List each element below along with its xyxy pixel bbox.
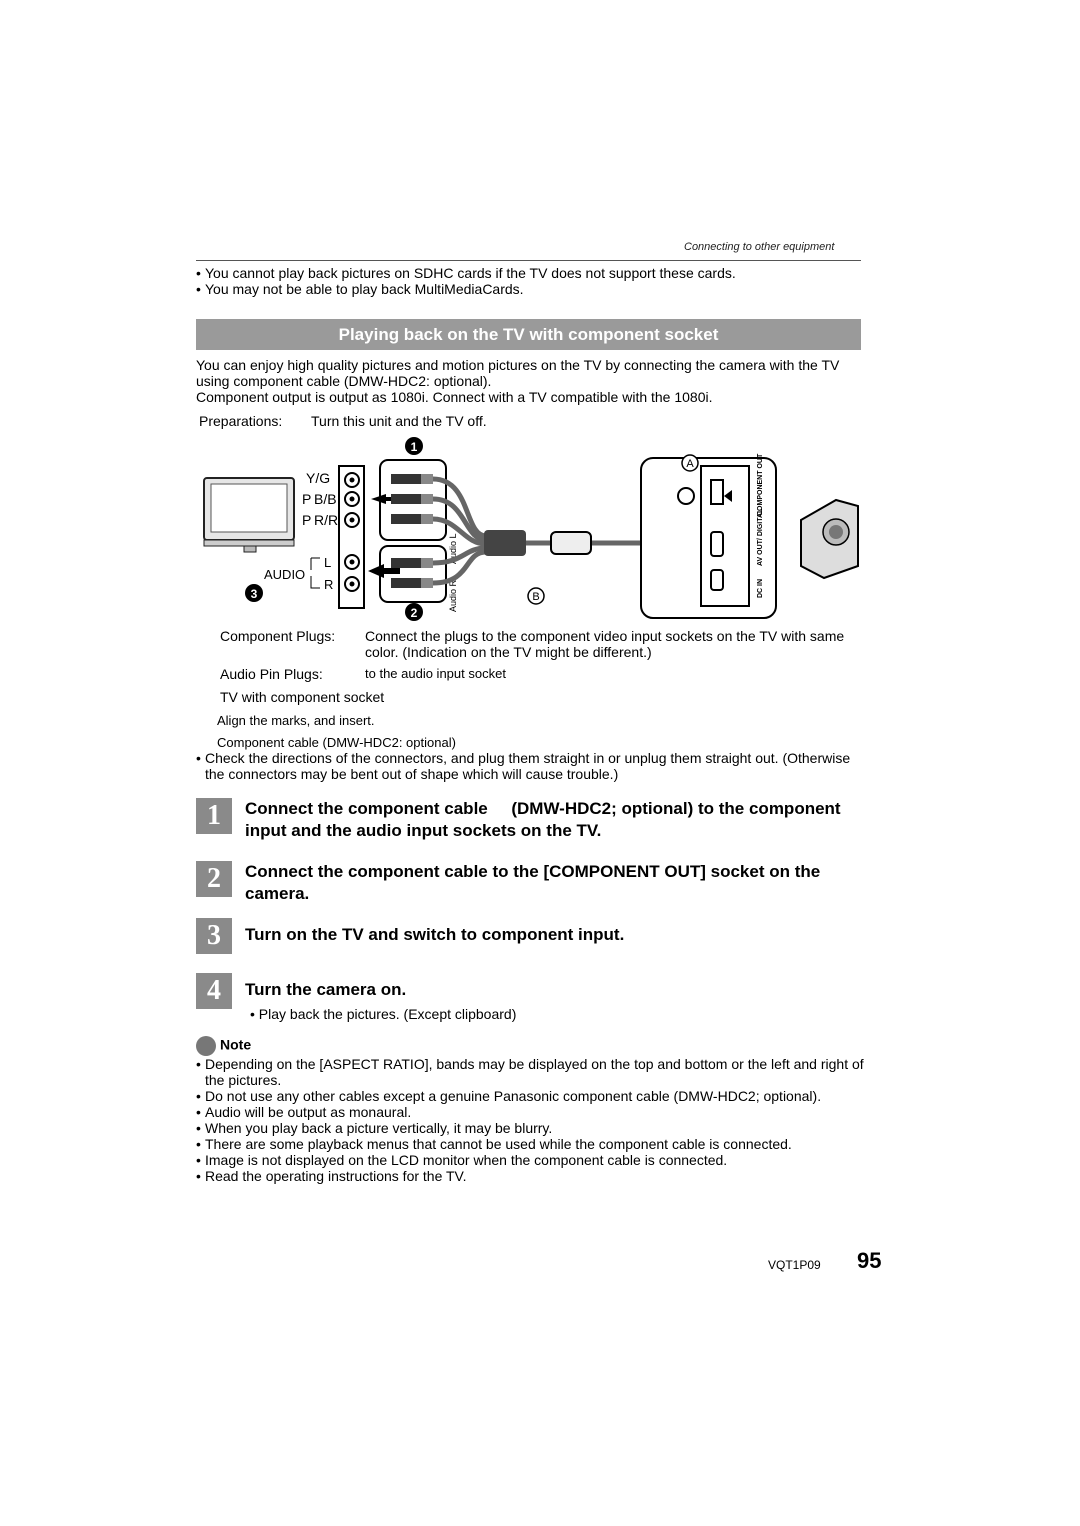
step-text: Turn the camera on. <box>245 980 407 999</box>
note-item: • There are some playback menus that cannot be used while the component cable is connected. <box>196 1136 868 1152</box>
camera-port-panel <box>641 458 776 618</box>
note-icon <box>196 1036 216 1056</box>
label-r: R <box>324 577 334 592</box>
section-title-bar <box>196 319 861 350</box>
label-dc-in: DC IN <box>757 578 764 598</box>
legend-key: Component cable (DMW-HDC2: optional) <box>217 735 456 750</box>
step-text: Connect the component cable (DMW-HDC2; optional) to the component input and the audio input sockets on the TV. <box>245 799 846 840</box>
legend-key: Audio Pin Plugs: <box>220 666 323 682</box>
header-rule <box>196 260 861 261</box>
note-item: • Audio will be output as monaural. <box>196 1104 868 1120</box>
step-text: Turn on the TV and switch to component input. <box>245 925 625 944</box>
label-l: L <box>324 555 332 570</box>
tv-illustration <box>204 478 294 552</box>
step-number: 1 <box>196 798 232 834</box>
step-number: 4 <box>196 973 232 1009</box>
note-item: • Depending on the [ASPECT RATIO], bands may be displayed on the top and bottom or the left and right of the pictures. <box>196 1056 868 1088</box>
svg-text:B: B <box>532 591 540 603</box>
marker-b <box>528 588 544 604</box>
label-audio-l: Audio L <box>448 533 458 564</box>
label-audio: AUDIO <box>264 567 306 582</box>
intro-text <box>196 357 866 405</box>
bullet-item: • You cannot play back pictures on SDHC cards if the TV does not support these cards. <box>196 265 866 281</box>
note-item: • Image is not displayed on the LCD monitor when the component cable is connected. <box>196 1152 868 1168</box>
marker-2 <box>405 603 423 621</box>
legend-key: Align the marks, and insert. <box>217 713 375 728</box>
svg-text:3: 3 <box>250 587 258 601</box>
marker-3 <box>245 584 263 602</box>
step-4-subtext: • Play back the pictures. (Except clipboard) <box>250 1006 517 1022</box>
bullet-item: • You may not be able to play back MultiMediaCards. <box>196 281 866 297</box>
step-number: 2 <box>196 861 232 897</box>
note-item: • Read the operating instructions for the TV. <box>196 1168 868 1184</box>
label-yg: Y/G <box>306 470 331 486</box>
label-pb: B/B <box>314 491 337 507</box>
intro-paragraph: Component output is output as 1080i. Connect with a TV compatible with the 1080i. <box>196 389 713 405</box>
svg-text:A: A <box>686 458 694 470</box>
note-item: • Do not use any other cables except a genuine Panasonic component cable (DMW-HDC2; optional). <box>196 1088 868 1104</box>
legend-key: Component Plugs: <box>220 628 336 644</box>
cable-junction <box>484 530 526 556</box>
ferrite-core <box>551 532 591 554</box>
note-item: • When you play back a picture vertically, it may be blurry. <box>196 1120 868 1136</box>
label-pb-prefix: P <box>302 491 312 507</box>
label-component-out: COMPONENT OUT <box>757 453 764 516</box>
intro-paragraph: You can enjoy high quality pictures and motion pictures on the TV by connecting the camera with the TV using component cable (DMW-HDC2: optional). <box>196 357 840 389</box>
marker-1 <box>405 437 423 455</box>
page-number: 95 <box>857 1248 882 1273</box>
legend-value: Connect the plugs to the component video input sockets on the TV with same color. (Indication on the TV might be different.) <box>365 628 845 660</box>
note-heading <box>196 1036 251 1056</box>
label-pr-prefix: P <box>302 512 312 528</box>
legend-key: TV with component socket <box>220 689 385 705</box>
label-audio-r: Audio R <box>448 579 458 612</box>
camera-illustration <box>801 500 858 578</box>
label-pr: R/R <box>314 512 339 528</box>
connection-diagram <box>196 436 866 622</box>
top-bullets <box>196 265 866 297</box>
section-header: Connecting to other equipment <box>684 241 835 253</box>
svg-text:1: 1 <box>410 440 418 454</box>
step-text: Connect the component cable to the [COMPONENT OUT] socket on the camera. <box>245 862 821 903</box>
check-bullet <box>196 750 866 782</box>
step-number: 3 <box>196 918 232 954</box>
bullet-item: • Check the directions of the connectors, and plug them straight in or unplug them straight out. (Otherwise the connectors may be bent out of shape which will cause trouble.) <box>196 750 866 782</box>
note-label: Note <box>220 1036 252 1053</box>
note-list <box>196 1056 868 1184</box>
legend-value: to the audio input socket <box>365 666 506 681</box>
label-av-out: AV OUT/ DIGITAL <box>757 508 764 566</box>
marker-a <box>682 455 698 471</box>
svg-text:2: 2 <box>410 606 418 620</box>
document-code: VQT1P09 <box>768 1258 821 1272</box>
section-title: Playing back on the TV with component socket <box>338 325 719 344</box>
preparations-label: Preparations: <box>199 413 283 429</box>
preparations-text: Turn this unit and the TV off. <box>311 413 487 429</box>
